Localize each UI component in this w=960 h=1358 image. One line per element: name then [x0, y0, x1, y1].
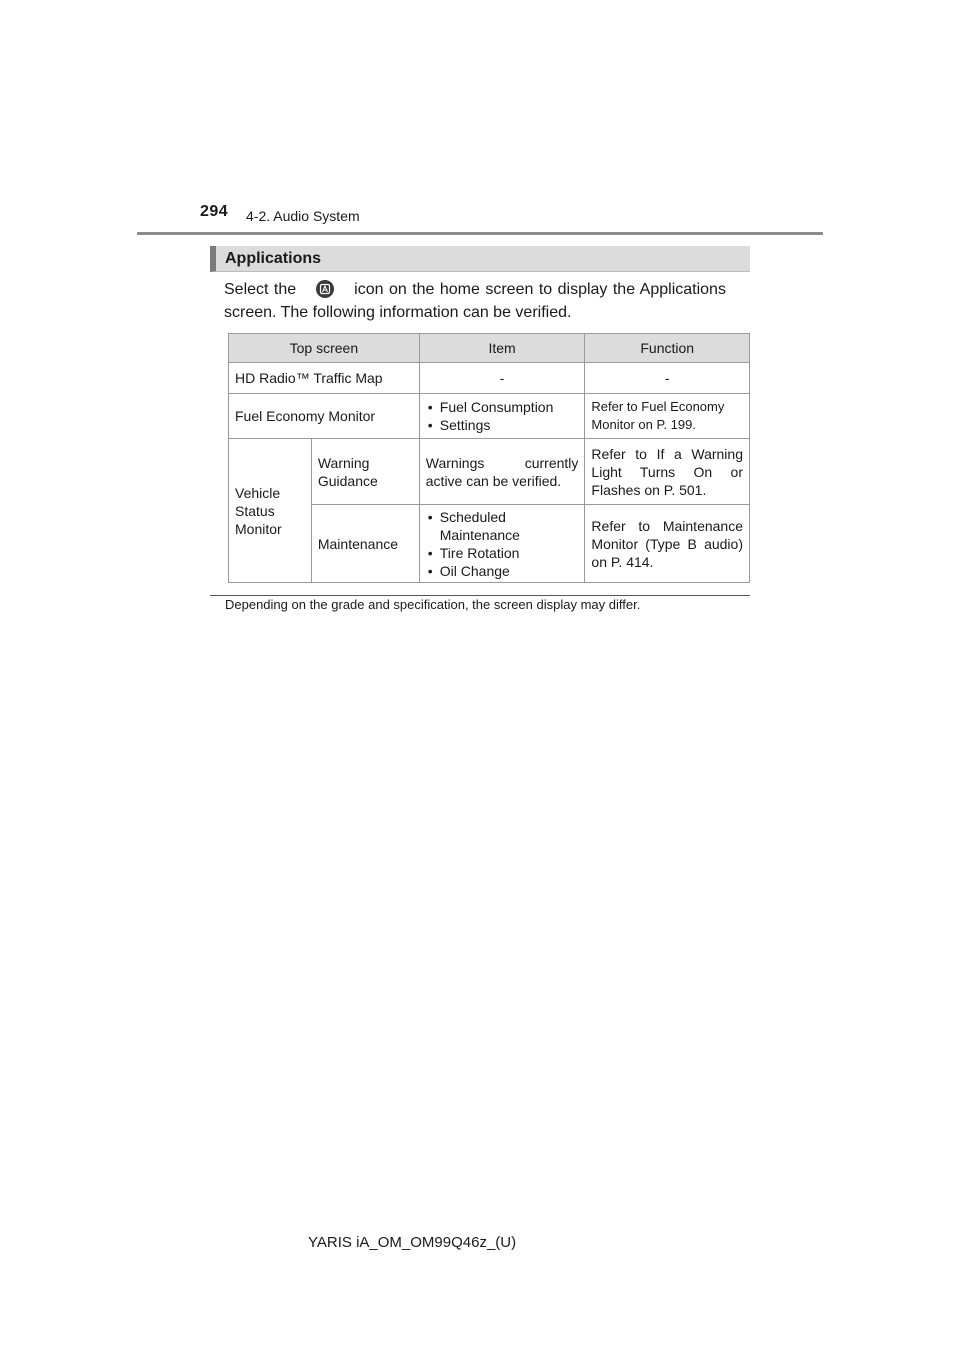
cell-item	[419, 394, 585, 439]
cell-item: Maintenance	[311, 505, 419, 583]
cell-top-screen: Vehicle Status Monitor	[229, 439, 312, 583]
footnote-divider	[210, 595, 750, 596]
cell-top-screen: Fuel Economy Monitor	[229, 394, 420, 439]
list-item: • Fuel Consumption	[426, 398, 579, 416]
item-list	[426, 508, 579, 580]
list-item: • Settings	[426, 416, 579, 434]
cell-function: Refer to If a Warning Light Turns On or Flashes on P. 501.	[585, 439, 750, 505]
cell-item: Warning Guidance	[311, 439, 419, 505]
header-item: Item	[419, 334, 585, 363]
table-row	[229, 363, 750, 394]
table-row	[229, 394, 750, 439]
list-item: • Tire Rotation	[426, 544, 579, 562]
list-item: • Oil Change	[426, 562, 579, 580]
header-function: Function	[585, 334, 750, 363]
list-item: • Scheduled Maintenance	[426, 508, 579, 544]
applications-icon	[316, 280, 334, 298]
intro-after-icon: icon on the home screen to display the Applications	[354, 281, 726, 298]
item-list	[426, 398, 579, 434]
cell-function: Refer to Maintenance Monitor (Type B audio) on P. 414.	[585, 505, 750, 583]
cell-top-screen: HD Radio™ Traffic Map	[229, 363, 420, 394]
page-number: 294	[200, 203, 229, 220]
table-row	[229, 439, 750, 505]
intro-paragraph	[224, 278, 748, 324]
function-line: Monitor on P. 199.	[591, 417, 696, 432]
section-title-bar	[210, 246, 750, 272]
cell-item-description: Warnings currently active can be verified.	[419, 439, 585, 505]
cell-item: -	[419, 363, 585, 394]
cell-item-description	[419, 505, 585, 583]
footnote: Depending on the grade and specification, the screen display may differ.	[225, 597, 641, 612]
table-header-row	[229, 334, 750, 363]
document-code: YARIS iA_OM_OM99Q46z_(U)	[308, 1234, 517, 1251]
function-line: Refer to Fuel Economy	[591, 399, 725, 414]
intro-line-1	[224, 278, 748, 301]
applications-table	[228, 333, 750, 583]
header-top-screen: Top screen	[229, 334, 420, 363]
section-header: 4-2. Audio System	[246, 208, 360, 224]
section-title: Applications	[225, 250, 322, 267]
intro-line-2: screen. The following information can be verified.	[224, 304, 572, 321]
header-divider	[137, 232, 823, 235]
intro-before-icon: Select the	[224, 281, 297, 298]
cell-function: -	[585, 363, 750, 394]
cell-function	[585, 394, 750, 439]
